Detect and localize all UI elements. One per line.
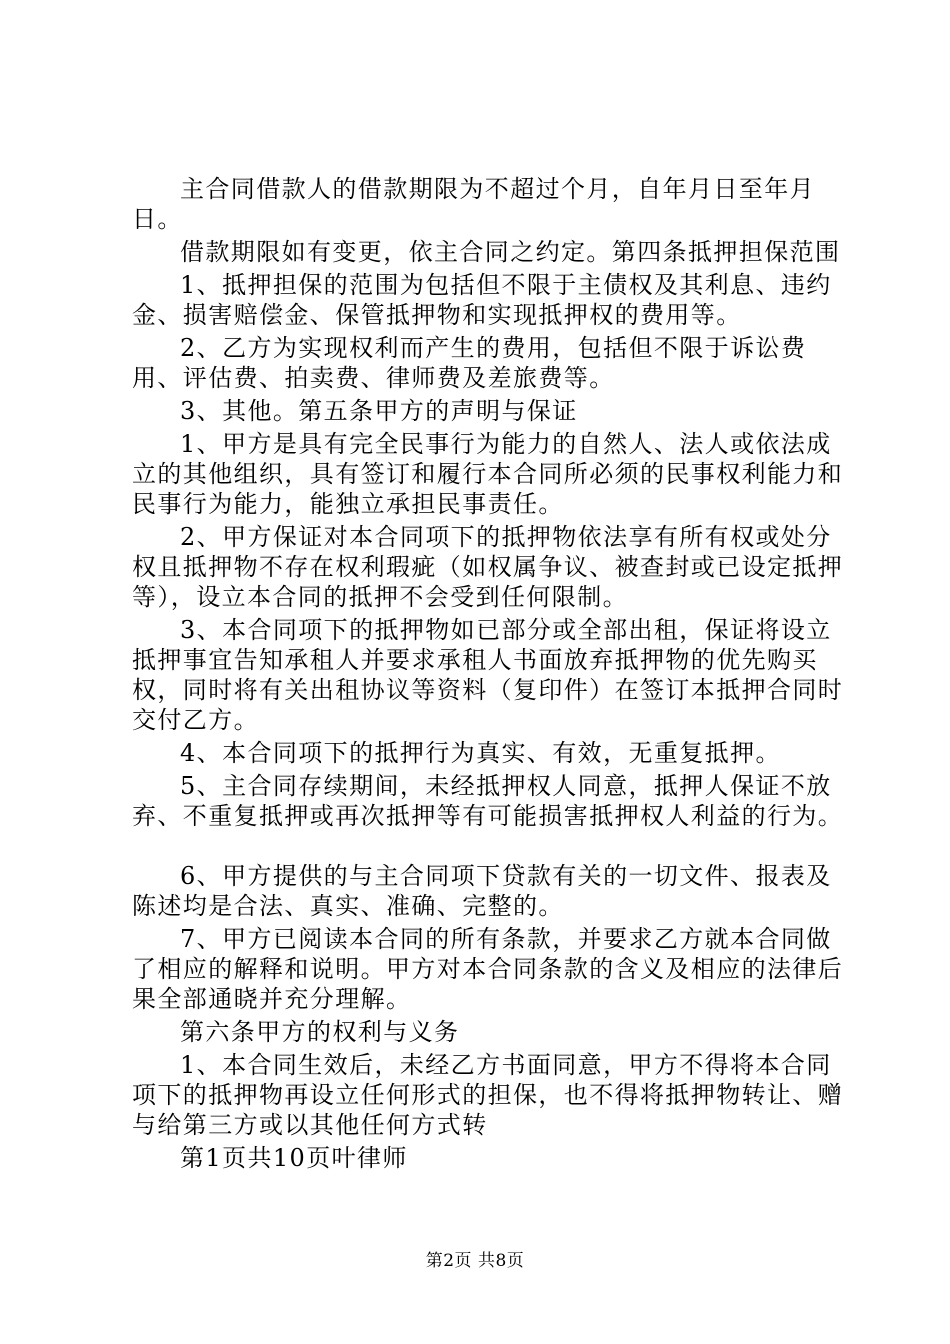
paragraph-loan-term: 主合同借款人的借款期限为不超过个月，自年月日至年月日。 — [132, 175, 815, 233]
paragraph-scope-2: 2、乙方为实现权利而产生的费用，包括但不限于诉讼费用、评估费、拍卖费、律师费及差旅费等。 — [132, 334, 807, 392]
paragraph-warranty-1: 1、甲方是具有完全民事行为能力的自然人、法人或依法成立的其他组织，具有签订和履行本合同所必须的民事权利能力和民事行为能力，能独立承担民事责任。 — [132, 430, 844, 518]
paragraph-scope-3: 3、其他。第五条甲方的声明与保证 — [180, 397, 578, 425]
paragraph-term-change: 借款期限如有变更，依主合同之约定。第四条抵押担保范围 — [180, 238, 841, 266]
paragraph-obligation-1: 1、本合同生效后，未经乙方书面同意，甲方不得将本合同项下的抵押物再设立任何形式的担保，也不得将抵押物转让、赠与给第三方或以其他任何方式转 — [132, 1051, 844, 1139]
section-heading-rights-obligations: 第六条甲方的权利与义务 — [180, 1018, 460, 1046]
document-body — [132, 174, 852, 1176]
paragraph-scope-1: 1、抵押担保的范围为包括但不限于主债权及其利息、违约金、损害赔偿金、保管抵押物和实现抵押权的费用等。 — [132, 271, 832, 329]
page-footer: 第2页 共8页 — [425, 1251, 525, 1271]
inline-page-note: 第1页共10页叶律师 — [180, 1144, 408, 1172]
paragraph-warranty-7: 7、甲方已阅读本合同的所有条款，并要求乙方就本合同做了相应的解释和说明。甲方对本合同条款的含义及相应的法律后果全部通晓并充分理解。 — [132, 925, 844, 1013]
paragraph-warranty-2: 2、甲方保证对本合同项下的抵押物依法享有所有权或处分权且抵押物不存在权利瑕疵（如权属争议、被查封或已设定抵押等），设立本合同的抵押不会受到任何限制。 — [132, 523, 844, 611]
paragraph-warranty-6: 6、甲方提供的与主合同项下贷款有关的一切文件、报表及陈述均是合法、真实、准确、完整的。 — [132, 862, 832, 920]
paragraph-warranty-3: 3、本合同项下的抵押物如已部分或全部出租，保证将设立抵押事宜告知承租人并要求承租人书面放弃抵押物的优先购买权，同时将有关出租协议等资料（复印件）在签订本抵押合同时交付乙方。 — [132, 616, 844, 734]
paragraph-warranty-5: 5、主合同存续期间，未经抵押权人同意，抵押人保证不放弃、不重复抵押或再次抵押等有可能损害抵押权人利益的行为。 — [132, 772, 844, 830]
paragraph-warranty-4: 4、本合同项下的抵押行为真实、有效，无重复抵押。 — [180, 739, 781, 767]
